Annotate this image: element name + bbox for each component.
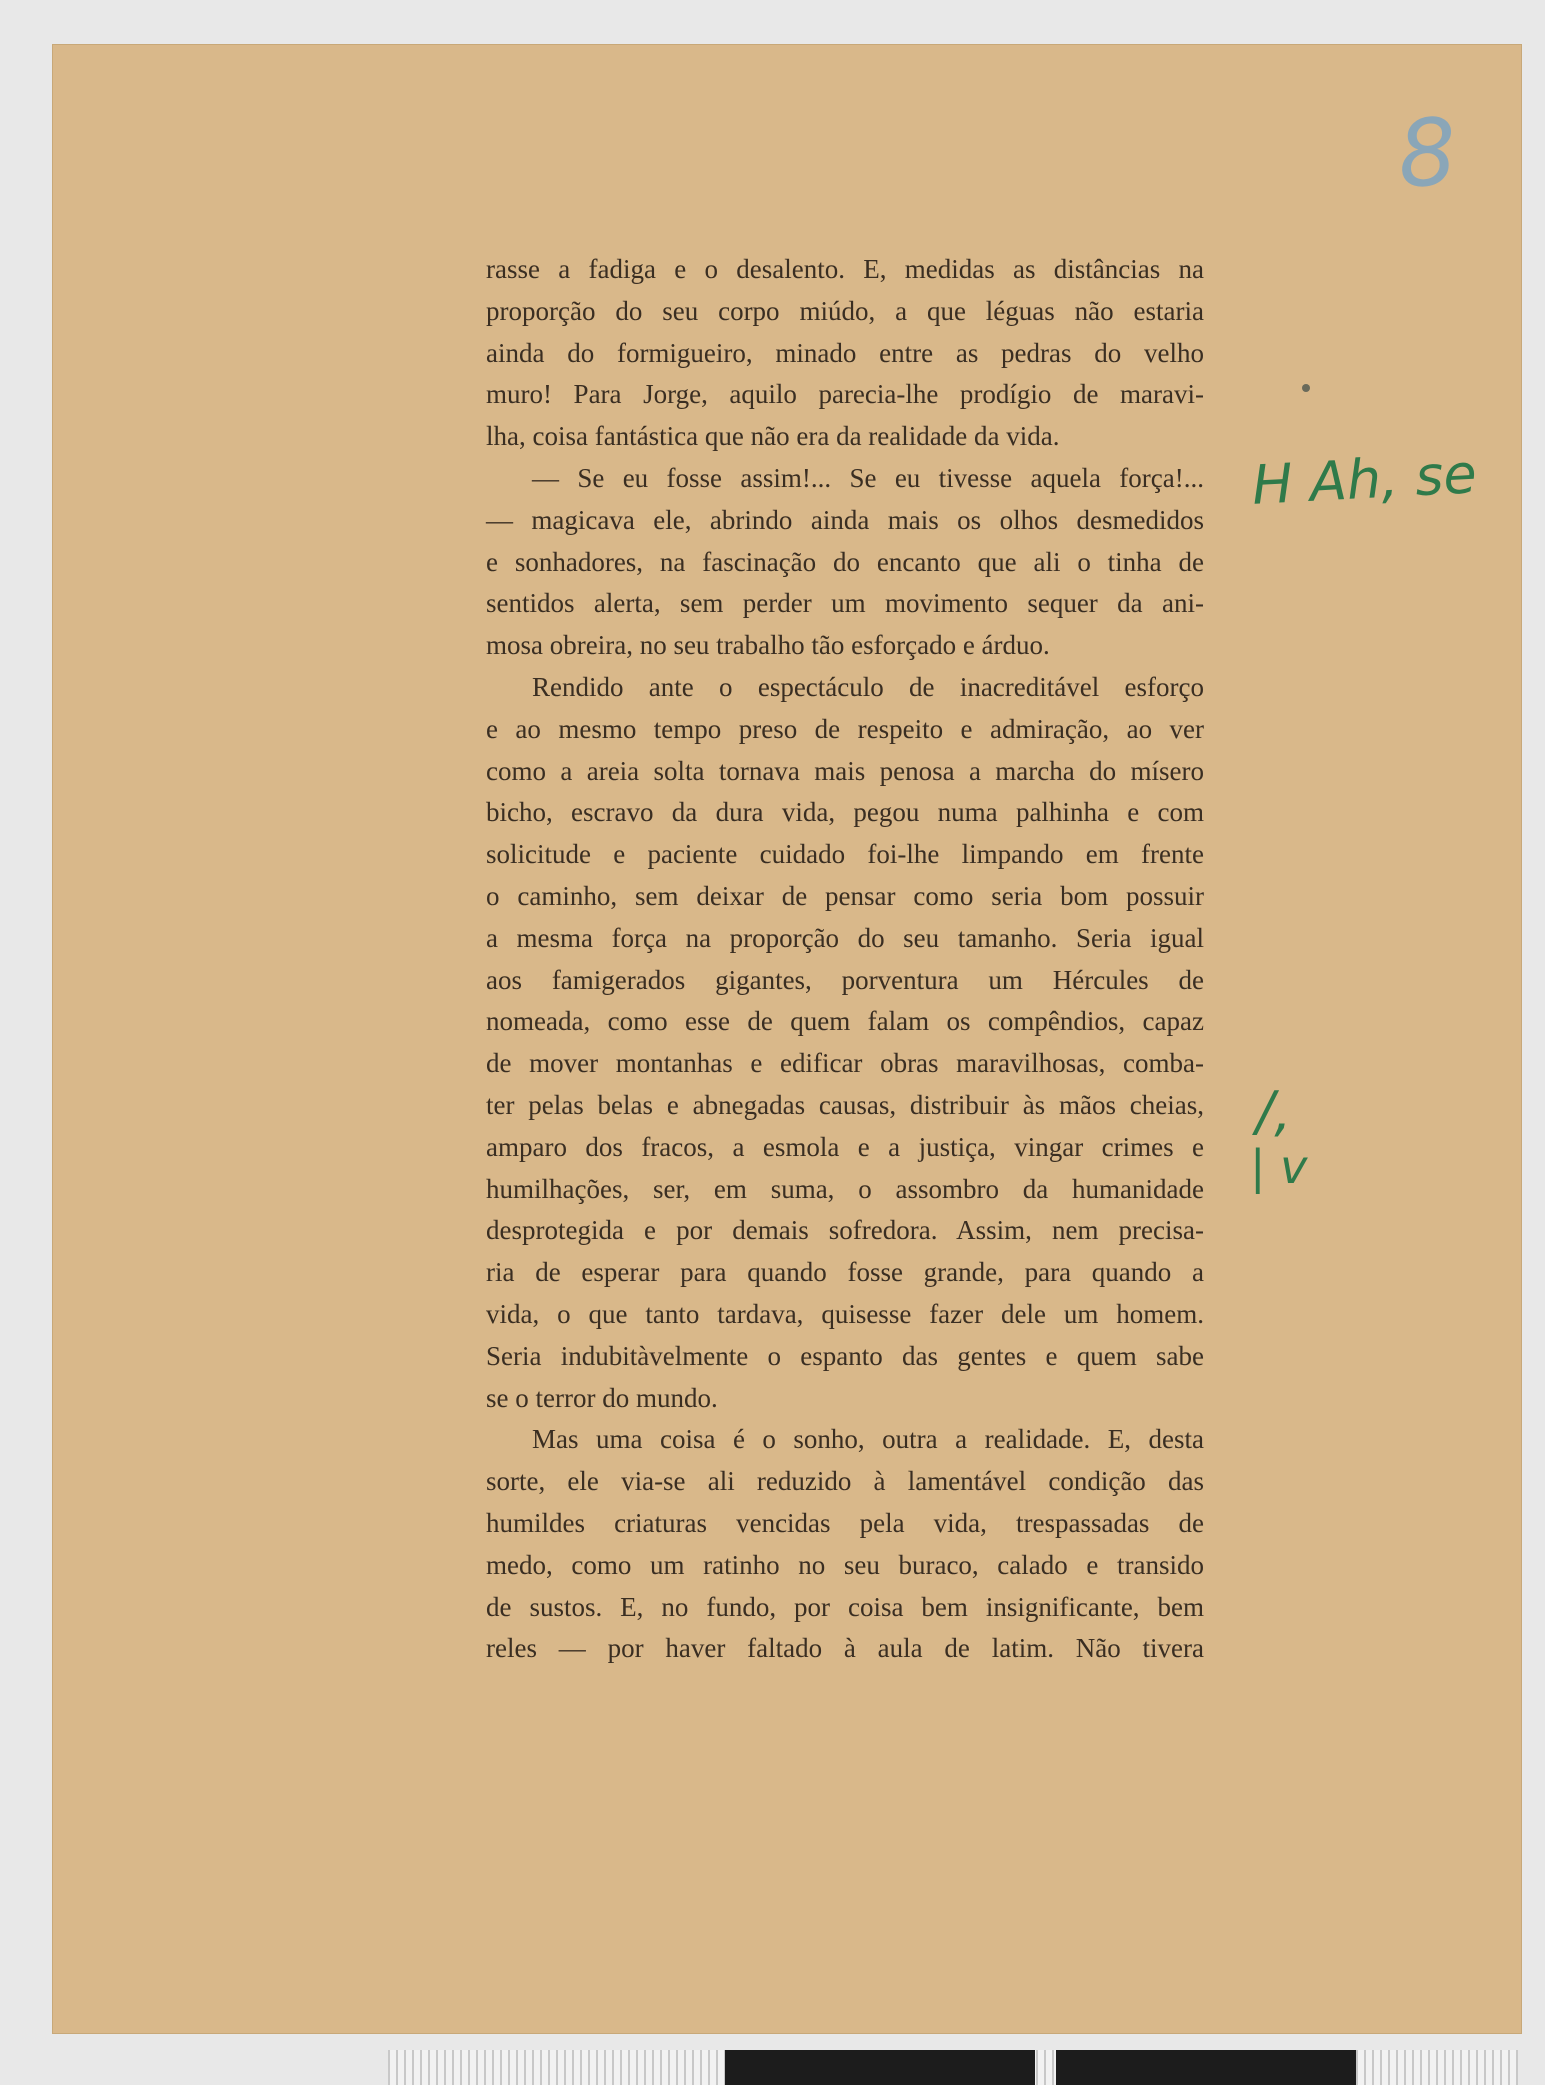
text-line: como a areia solta tornava mais penosa a marcha do mísero [486,755,1204,786]
text-line: ainda do formigueiro, minado entre as pedras do velho [486,337,1204,368]
text-line: e ao mesmo tempo preso de respeito e admiração, ao ver [486,713,1204,744]
text-line: amparo dos fracos, a esmola e a justiça, vingar crimes e [486,1131,1204,1162]
scale-ruler-block [1056,2050,1356,2085]
text-line: humildes criaturas vencidas pela vida, trespassadas de [486,1507,1204,1538]
text-line: solicitude e paciente cuidado foi-lhe limpando em frente [486,839,1204,870]
text-line: ria de esperar para quando fosse grande, para quando a [486,1257,1204,1288]
text-line: medo, como um ratinho no seu buraco, calado e transido [486,1549,1204,1580]
text-line: mosa obreira, no seu trabalho tão esforçado e árduo. [486,630,1050,661]
scale-ruler-block [725,2050,1035,2085]
body-text [486,249,1204,1670]
text-line: ter pelas belas e abnegadas causas, distribuir às mãos cheias, [486,1089,1204,1120]
text-line: rasse a fadiga e o desalento. E, medidas as distâncias na [486,254,1204,284]
text-line: sentidos alerta, sem perder um movimento sequer da ani- [486,588,1204,619]
margin-annotation: | v [1250,1140,1308,1194]
text-line: proporção do seu corpo miúdo, a que léguas não estaria [486,295,1204,326]
text-line: Rendido ante o espectáculo de inacreditável esforço [532,671,1204,702]
text-line: Seria indubitàvelmente o espanto das gentes e quem sabe [486,1340,1204,1371]
text-line: lha, coisa fantástica que não era da realidade da vida. [486,421,1060,452]
text-line: nomeada, como esse de quem falam os compêndios, capaz [486,1006,1204,1037]
page-number: 8 [1394,98,1459,209]
margin-annotation: H Ah, se [1250,442,1479,517]
text-line: o caminho, sem deixar de pensar como seria bom possuir [486,880,1204,911]
ink-dot [1302,384,1310,392]
text-line: e sonhadores, na fascinação do encanto que ali o tinha de [486,546,1204,577]
text-line: — Se eu fosse assim!... Se eu tivesse aquela força!... [532,462,1204,493]
text-line: vida, o que tanto tardava, quisesse fazer dele um homem. [486,1298,1204,1329]
text-line: se o terror do mundo. [486,1382,718,1413]
text-line: desprotegida e por demais sofredora. Assim, nem precisa- [486,1215,1204,1246]
text-line: a mesma força na proporção do seu tamanho. Seria igual [486,922,1204,953]
text-line: humilhações, ser, em suma, o assombro da humanidade [486,1173,1204,1204]
margin-annotation: /, [1256,1080,1292,1143]
text-line: de sustos. E, no fundo, por coisa bem insignificante, bem [486,1591,1204,1622]
text-line: muro! Para Jorge, aquilo parecia-lhe prodígio de maravi- [486,379,1204,410]
text-line: sorte, ele via-se ali reduzido à lamentável condição das [486,1466,1204,1497]
text-line: aos famigerados gigantes, porventura um Hércules de [486,964,1204,995]
text-line: — magicava ele, abrindo ainda mais os olhos desmedidos [486,504,1204,535]
text-line: Mas uma coisa é o sonho, outra a realidade. E, desta [532,1424,1204,1455]
text-line: de mover montanhas e edificar obras maravilhosas, comba- [486,1048,1204,1079]
text-line: reles — por haver faltado à aula de latim. Não tivera [486,1633,1204,1664]
text-line: bicho, escravo da dura vida, pegou numa palhinha e com [486,797,1204,828]
